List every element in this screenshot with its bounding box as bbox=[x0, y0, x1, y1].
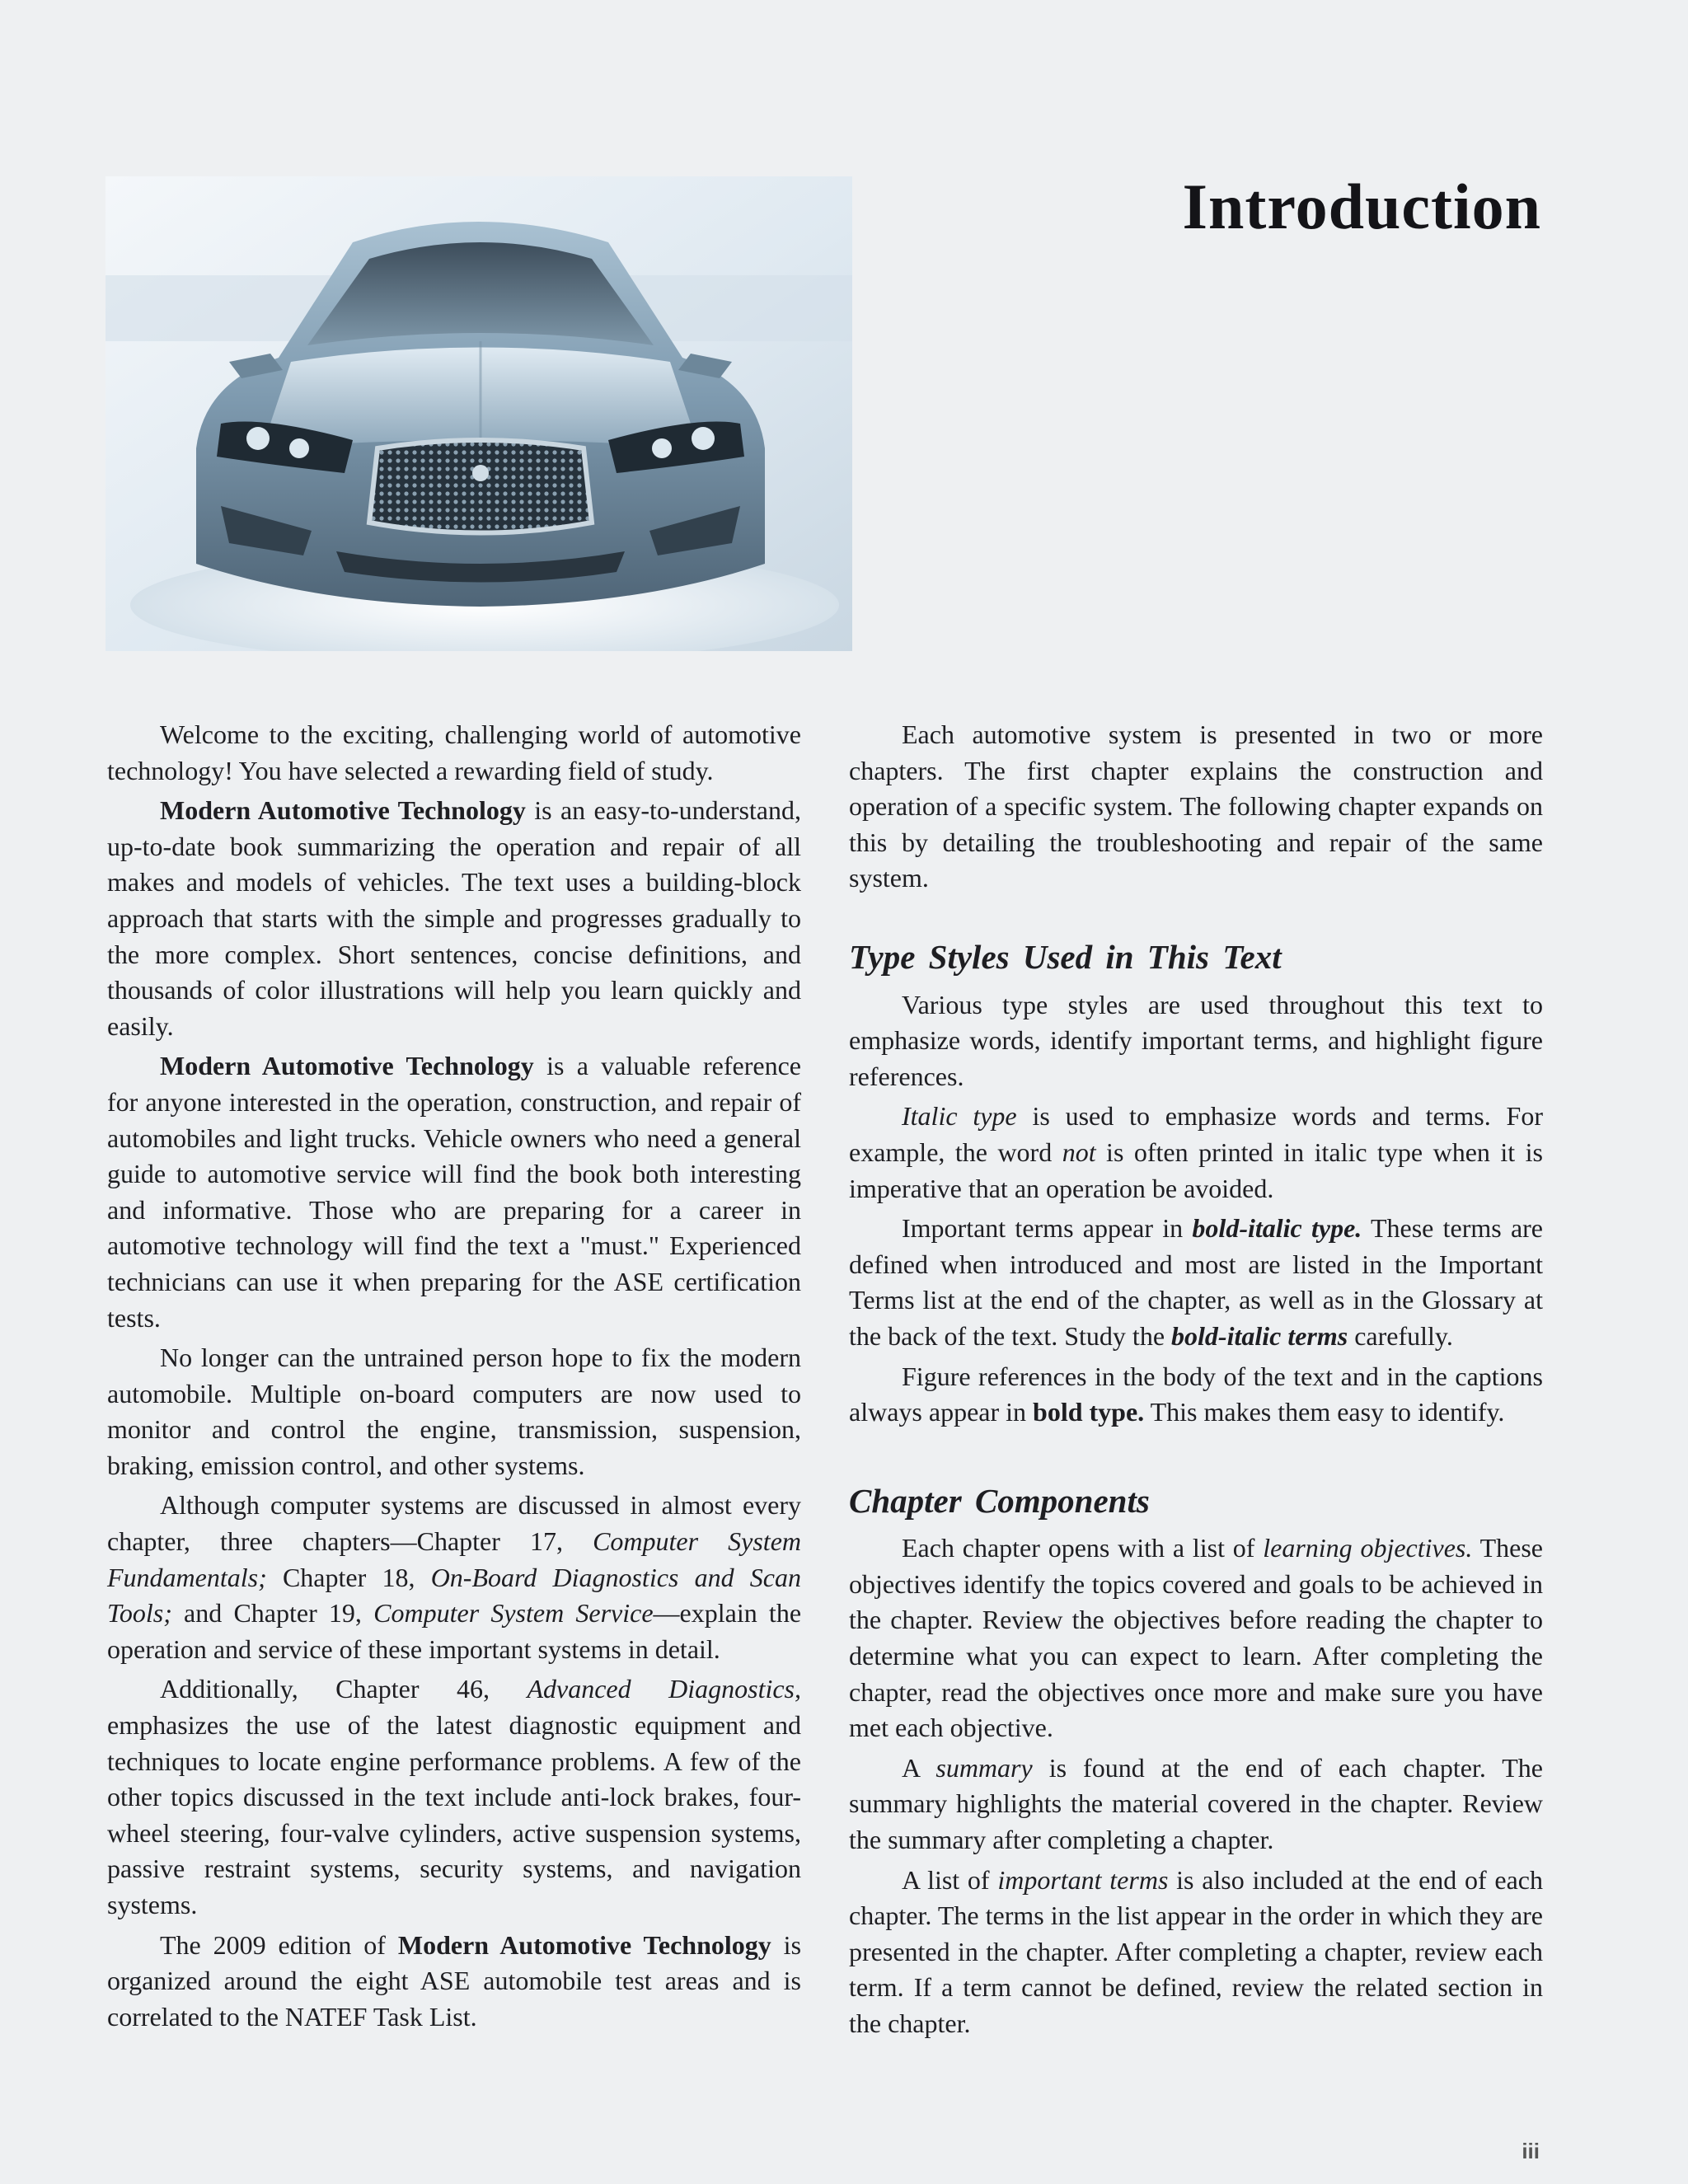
paragraph bbox=[849, 1359, 1543, 1431]
page-number: iii bbox=[1522, 2139, 1540, 2163]
text: Figure references in the body of the text and in the captions always appear in bbox=[849, 1361, 1543, 1427]
text: is used to emphasize words and terms. For example, the word bbox=[849, 1101, 1544, 1167]
text: —explain the operation and service of these important systems in detail. bbox=[107, 1598, 802, 1664]
text: is often printed in italic type when it is imperative that an operation be avoided. bbox=[849, 1137, 1544, 1203]
important-term: bold-italic type. bbox=[1192, 1213, 1362, 1244]
paragraph bbox=[849, 1211, 1543, 1354]
text: is a valuable reference for anyone interested in the operation, construction, and repair of automobiles and light trucks. Vehicle owners who need a general guide to automotive service will find the book both interesting and informative. Those who are preparing for a career in automotive technology will find the text a "must." Experienced technicians can use it when preparing for the ASE certification tests. bbox=[107, 1051, 802, 1333]
section-heading-chapter-components: Chapter Components bbox=[849, 1481, 1150, 1520]
text: This makes them easy to identify. bbox=[1144, 1397, 1505, 1427]
paragraph bbox=[107, 717, 801, 789]
emphasis: summary bbox=[935, 1752, 1033, 1783]
text: is organized around the eight ASE automobile test areas and is correlated to the NATEF Task List. bbox=[107, 1929, 802, 2032]
text: emphasizes the use of the latest diagnostic equipment and techniques to locate engine performance problems. A few of the other topics discussed in the text include anti-lock brakes, four-wheel steering, four-valve cylinders, active suspension systems, passive restraint systems, security systems, and navigation systems. bbox=[107, 1710, 801, 1919]
paragraph bbox=[849, 1530, 1543, 1746]
text: No longer can the untrained person hope to fix the modern automobile. Multiple on-board computers are now used to monitor and control the engine, transmission, suspension, braking, emission control, and other systems. bbox=[107, 1343, 801, 1480]
page-title: Introduction bbox=[1182, 171, 1541, 242]
text: A list of bbox=[902, 1864, 998, 1895]
book-title: Modern Automotive Technology bbox=[160, 795, 526, 826]
paragraph bbox=[849, 987, 1543, 1095]
text: is an easy-to-understand, up-to-date book summarizing the operation and repair of all makes and models of vehicles. The text uses a building-block approach that starts with the simple and progresses gradually to the more complex. Short sentences, concise definitions, and thousands of color illustrations will help you learn quickly and easily. bbox=[107, 795, 802, 1041]
chapter-title: Computer System Fundamentals; bbox=[107, 1526, 802, 1592]
chapter-title: Computer System Service bbox=[373, 1598, 654, 1629]
text: Each chapter opens with a list of bbox=[902, 1533, 1264, 1563]
text: and Chapter 19, bbox=[171, 1598, 374, 1629]
section-heading-type-styles: Type Styles Used in This Text bbox=[849, 937, 1282, 976]
text: is also included at the end of each chapter. The terms in the list appear in the order in which they are presented in the chapter. After completing a chapter, review each term. If a term cannot be defined, review the related section in the chapter. bbox=[849, 1864, 1544, 2038]
chapter-title: Advanced Diagnostics, bbox=[527, 1674, 802, 1704]
emphasis: important terms bbox=[997, 1864, 1169, 1895]
paragraph bbox=[849, 717, 1543, 897]
text: Various type styles are used throughout this text to emphasize words, identify important terms, and highlight figure references. bbox=[849, 989, 1543, 1091]
book-title: Modern Automotive Technology bbox=[160, 1051, 534, 1081]
paragraph bbox=[107, 1340, 801, 1483]
paragraph bbox=[849, 1750, 1543, 1858]
text: Important terms appear in bbox=[902, 1213, 1193, 1244]
emphasis: learning objectives. bbox=[1263, 1533, 1473, 1563]
right-column bbox=[849, 717, 1543, 2046]
text: Chapter 18, bbox=[266, 1562, 431, 1592]
paragraph bbox=[849, 1099, 1543, 1207]
paragraph bbox=[107, 1928, 801, 2036]
car-photo bbox=[106, 176, 852, 651]
text: Each automotive system is presented in two or more chapters. The first chapter explains the construction and operation of a specific system. The following chapter expands on this by detailing the troubleshooting and repair of the same system. bbox=[849, 719, 1543, 893]
text: Although computer systems are discussed in almost every chapter, three chapters—Chapter 17, bbox=[107, 1490, 801, 1557]
left-column bbox=[107, 717, 801, 2039]
book-title: Modern Automotive Technology bbox=[397, 1929, 771, 1960]
paragraph bbox=[107, 793, 801, 1044]
text: A bbox=[902, 1752, 936, 1783]
paragraph bbox=[107, 1671, 801, 1923]
paragraph bbox=[107, 1048, 801, 1336]
text: These objectives identify the topics covered and goals to be achieved in the chapter. Review the objectives before reading the chapter to determine what you can expect to learn. After completing the chapter, read the objectives once more and make sure you have met each objective. bbox=[849, 1533, 1544, 1743]
text: These terms are defined when introduced and most are listed in the Important Terms list at the end of the chapter, as well as in the Glossary at the back of the text. Study the bbox=[849, 1213, 1544, 1351]
emphasis: not bbox=[1062, 1137, 1096, 1167]
text: carefully. bbox=[1348, 1320, 1453, 1351]
text: The 2009 edition of bbox=[160, 1929, 398, 1960]
text: Welcome to the exciting, challenging world of automotive technology! You have selected a rewarding field of study. bbox=[107, 719, 801, 785]
text: is found at the end of each chapter. The summary highlights the material covered in the chapter. Review the summary after completing a chapter. bbox=[849, 1752, 1544, 1855]
chapter-title: On-Board Diagnostics and Scan Tools; bbox=[107, 1562, 802, 1629]
car-image bbox=[106, 176, 852, 651]
emphasis: Italic type bbox=[902, 1101, 1017, 1132]
text: Additionally, Chapter 46, bbox=[160, 1674, 528, 1704]
important-term: bold-italic terms bbox=[1171, 1320, 1348, 1351]
paragraph bbox=[849, 1863, 1543, 2042]
bold-term: bold type. bbox=[1033, 1397, 1145, 1427]
paragraph bbox=[107, 1488, 801, 1667]
